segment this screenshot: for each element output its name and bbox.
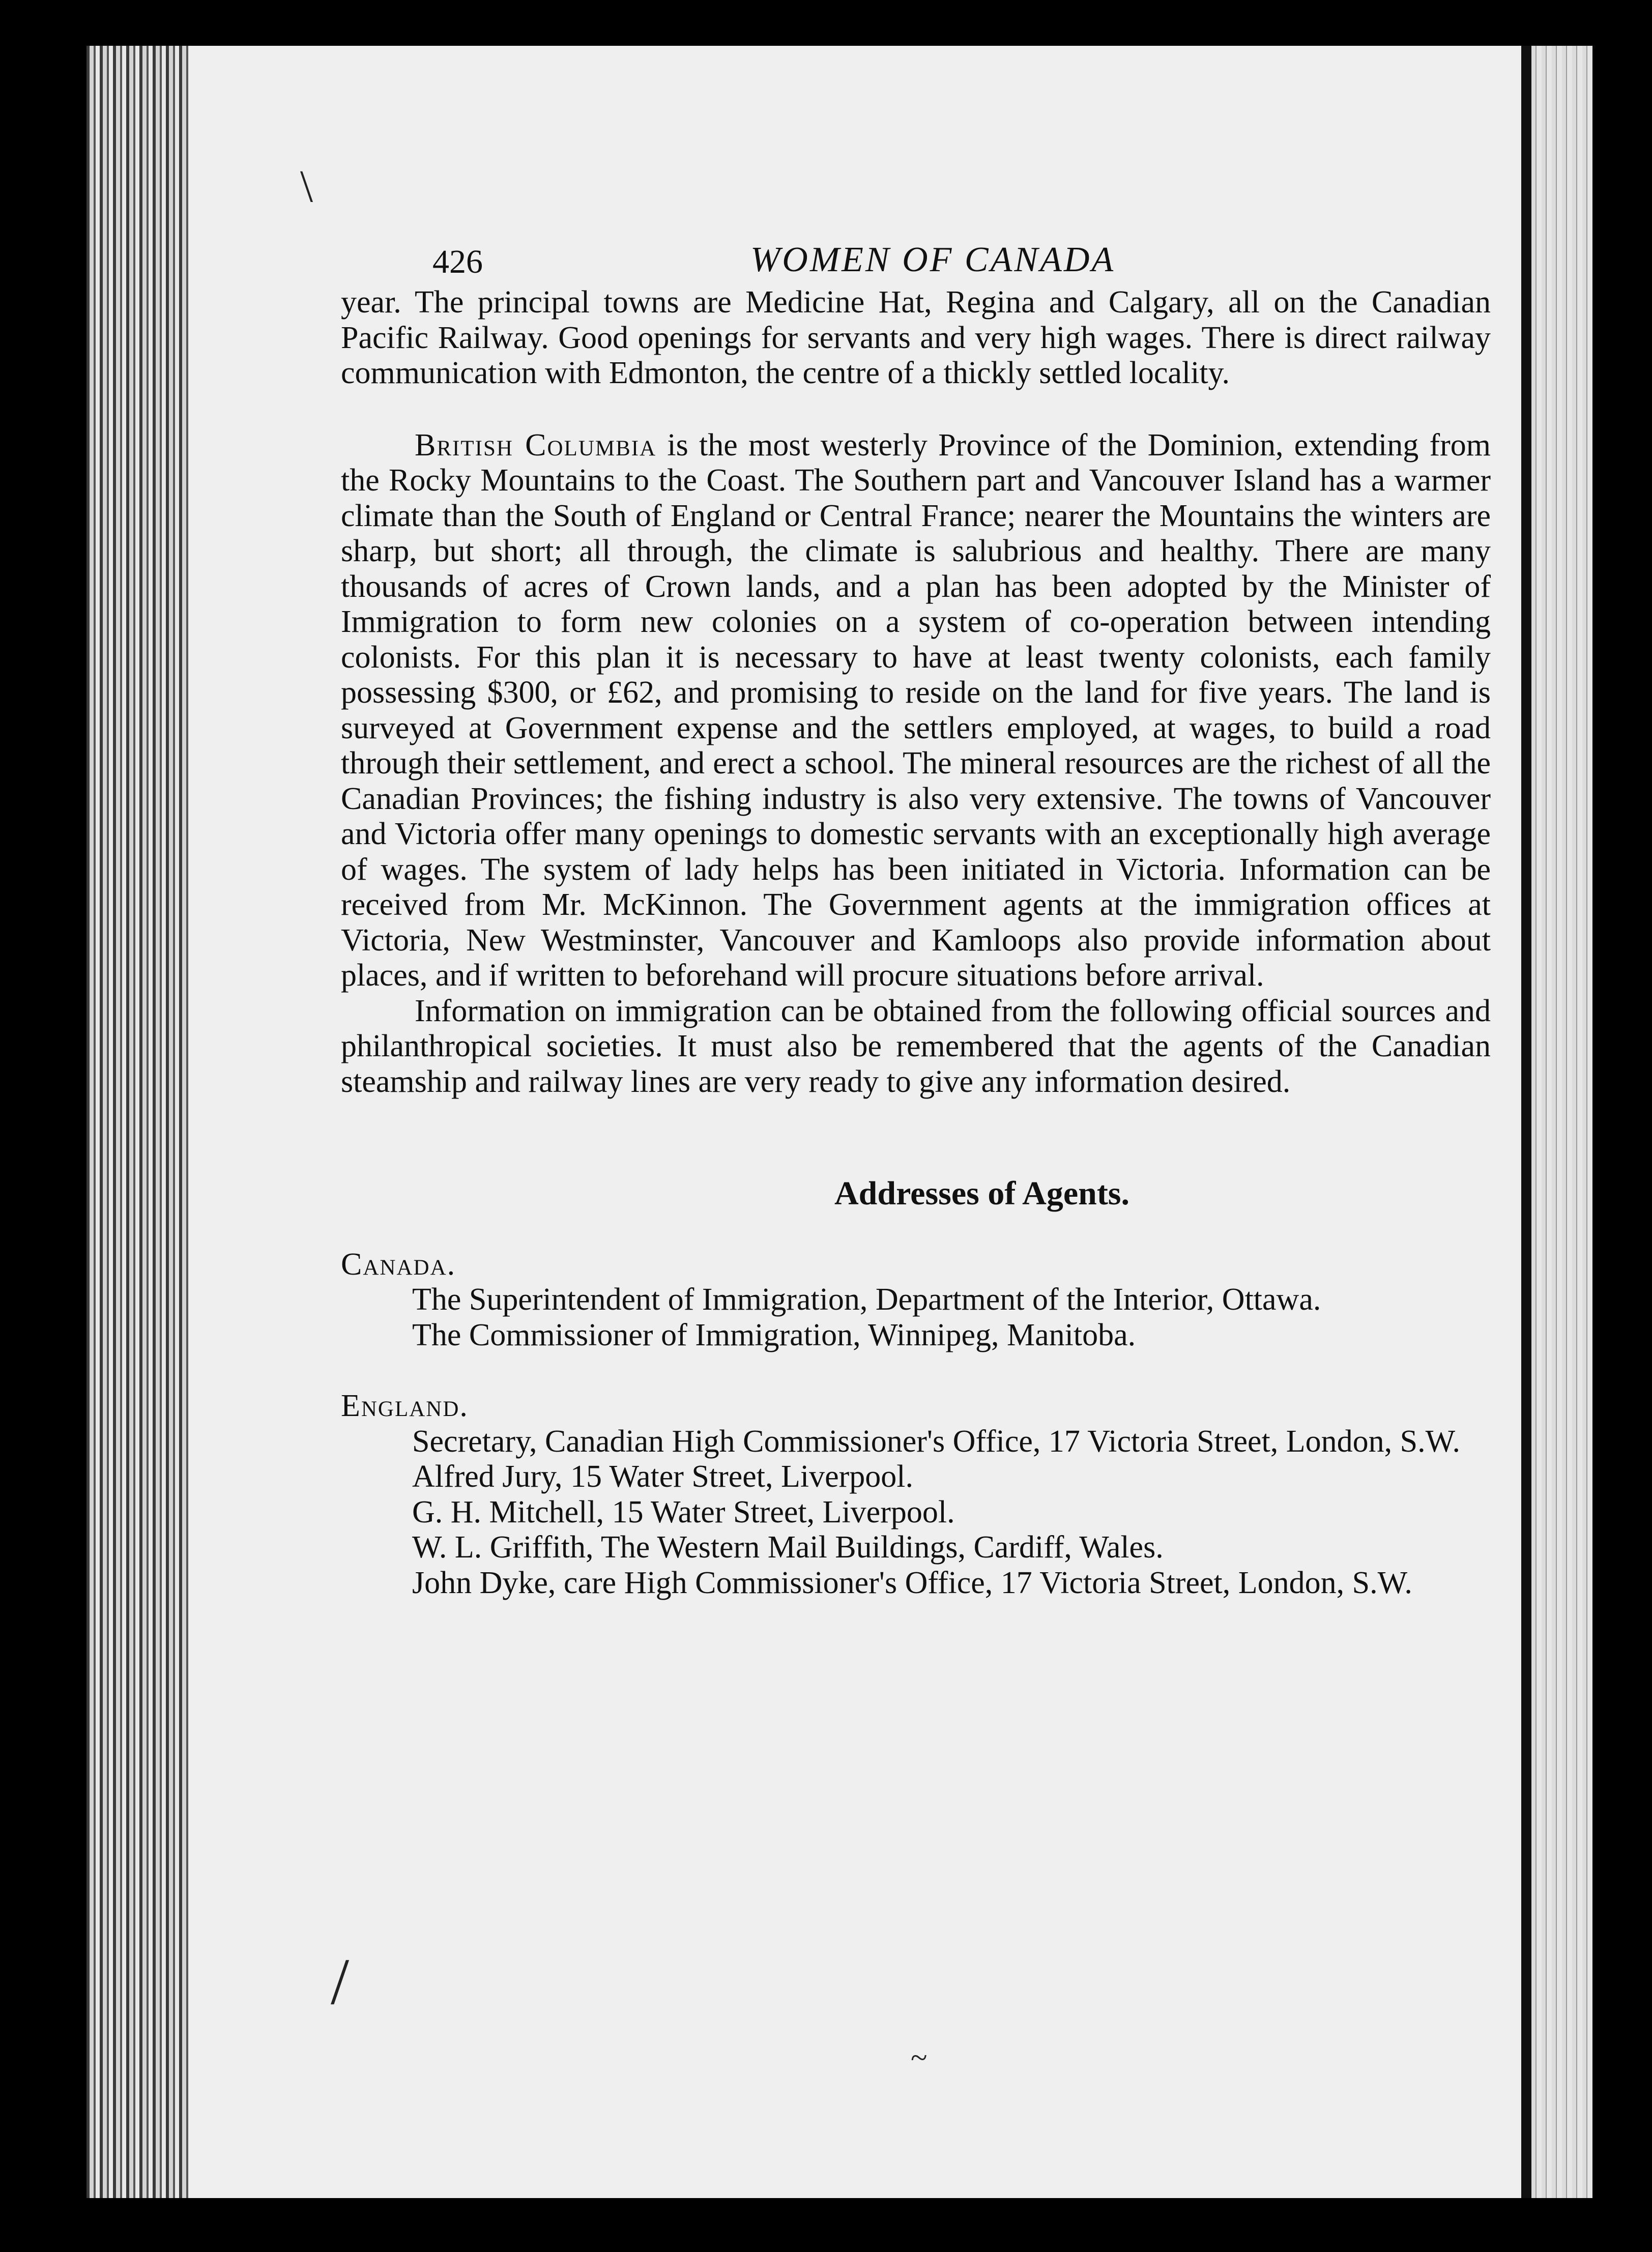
page-edge-shadow	[1521, 46, 1531, 2198]
address-entry: The Superintendent of Immigration, Department of the Interior, Ottawa.	[412, 1282, 1321, 1317]
stray-mark-icon: ~	[911, 2041, 928, 2074]
address-entry: W. L. Griffith, The Western Mail Buildings, Cardiff, Wales.	[412, 1530, 1164, 1565]
paragraph-information: Information on immigration can be obtained from the following official sources and philanthropical societies. It must also be remembered that the agents of the Canadian steamship and railway lines are very ready to give any information desired.	[341, 993, 1491, 1099]
paragraph-british-columbia	[341, 428, 1491, 994]
province-name: British Columbia	[415, 427, 657, 463]
region-canada: Canada.	[341, 1247, 456, 1282]
running-head: WOMEN OF CANADA	[750, 240, 1116, 279]
address-entry: The Commissioner of Immigration, Winnipeg, Manitoba.	[412, 1317, 1136, 1352]
section-title: Addresses of Agents.	[834, 1175, 1129, 1212]
paragraph-british-columbia-text: is the most westerly Province of the Dominion, extending from the Rocky Mountains to the Coast. The Southern part and Vancouver Island has a warmer climate than the South of England or Central France; nearer the Mountains the winters are sharp, but short; all through, the climate is salubrious and healthy. There are many thousands of acres of Crown lands, and a plan has been adopted by the Minister of Immigration to form new colonies on a system of co-operation between intending colonists. For this plan it is necessary to have at least twenty colonists, each family possessing $300, or £62, and promising to reside on the land for five years. The land is surveyed at Government expense and the settlers employed, at wages, to build a road through their settlement, and erect a school. The mineral resources are the richest of all the Canadian Provinces; the fishing industry is also very extensive. The towns of Vancouver and Victoria offer many openings to domestic servants with an exceptionally high average of wages. The system of lady helps has been initiated in Victoria. Information can be received from Mr. McKinnon. The Government agents at the immigration offices at Victoria, New Westminster, Vancouver and Kamloops also provide information about places, and if written to beforehand will procure situations before arrival.	[341, 427, 1491, 993]
stray-mark-icon: /	[331, 1945, 350, 2018]
next-page-edge	[1531, 46, 1592, 2198]
address-entry: John Dyke, care High Commissioner's Office, 17 Victoria Street, London, S.W.	[412, 1565, 1412, 1600]
paragraph-north-west: year. The principal towns are Medicine Hat, Regina and Calgary, all on the Canadian Pacific Railway. Good openings for servants and very high wages. There is direct railway communication with Edmonton, the centre of a thickly settled locality.	[341, 285, 1491, 390]
book-page	[86, 46, 1592, 2198]
stray-mark-icon: \	[300, 161, 313, 212]
region-england: England.	[341, 1389, 469, 1423]
page-content	[341, 240, 1491, 1601]
address-entry: G. H. Mitchell, 15 Water Street, Liverpool.	[412, 1494, 955, 1529]
page-header	[341, 240, 1491, 285]
binding-gutter	[86, 46, 188, 2198]
address-entry: Alfred Jury, 15 Water Street, Liverpool.	[412, 1459, 914, 1494]
page-number: 426	[432, 243, 483, 280]
address-entry: Secretary, Canadian High Commissioner's Office, 17 Victoria Street, London, S.W.	[412, 1424, 1460, 1459]
